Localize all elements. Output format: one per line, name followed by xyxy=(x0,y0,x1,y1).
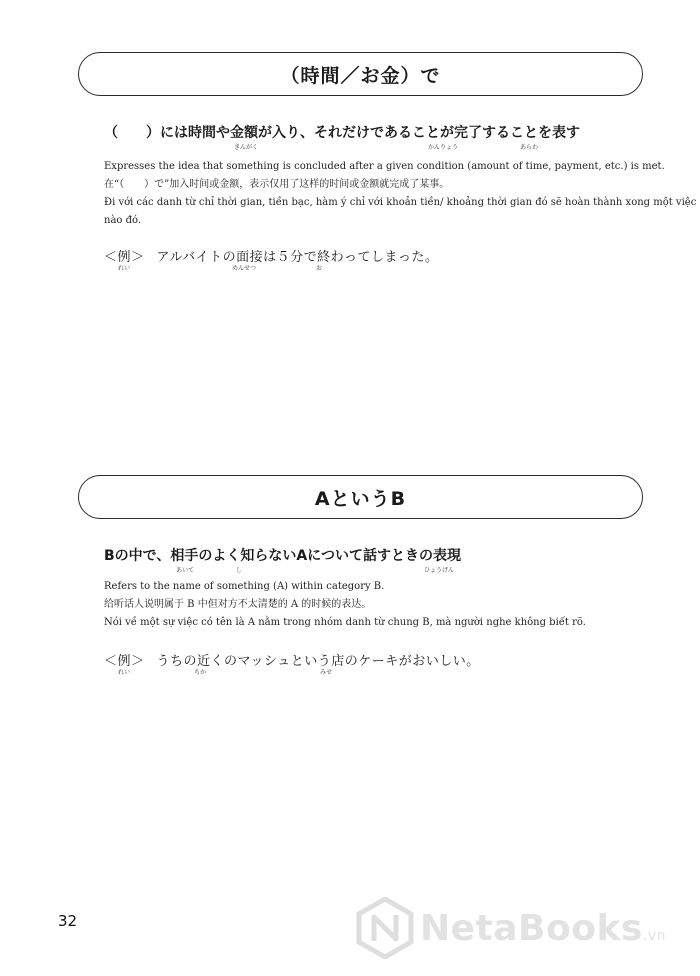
furigana: お xyxy=(316,265,323,272)
furigana: れい xyxy=(118,265,131,272)
explanation-vietnamese: Đi với các danh từ chỉ thời gian, tiền bạc, hàm ý chỉ với khoản tiền/ khoảng thời gian đó sẽ hoàn thành xong một việc xyxy=(104,197,697,208)
watermark-brand-suffix: .vn xyxy=(642,927,666,944)
watermark xyxy=(356,895,686,961)
section-header-jikan-okane-de xyxy=(78,52,643,96)
furigana: あらわ xyxy=(520,144,539,151)
furigana: きんがく xyxy=(234,144,259,151)
furigana: めんせつ xyxy=(232,265,257,272)
page-number: 32 xyxy=(58,912,78,930)
example-tag: ＜例＞ xyxy=(104,654,145,669)
furigana: かんりょう xyxy=(428,144,459,151)
example-tag: ＜例＞ xyxy=(104,250,145,265)
furigana: し xyxy=(236,567,243,574)
example-text: アルバイトの面接は５分で終わってしまった。 xyxy=(156,250,439,265)
section-header-a-to-iu-b xyxy=(78,475,643,519)
explanation-block xyxy=(104,158,697,230)
explanation-vietnamese-cont: nào đó. xyxy=(104,215,142,226)
example-sentence xyxy=(104,650,480,669)
furigana: あいて xyxy=(176,567,195,574)
furigana: れい xyxy=(118,669,131,676)
explanation-english: Refers to the name of something (A) within category B. xyxy=(104,581,385,592)
section-title: AというB xyxy=(314,487,407,510)
example-text: うちの近くのマッシュという店のケーキがおいしい。 xyxy=(156,654,480,669)
explanation-chinese: 给听话人说明属于 B 中但对方不太清楚的 A 的时候的表达。 xyxy=(104,599,372,610)
meaning-text: Bの中で、相手のよく知らないAについて話すときの表現 xyxy=(104,548,461,564)
example-sentence xyxy=(104,246,438,265)
explanation-vietnamese: Nói về một sự việc có tên là A nằm trong nhóm danh từ chung B, mà người nghe không biết rõ. xyxy=(104,617,586,628)
watermark-brand xyxy=(420,908,666,949)
explanation-chinese: 在“（ ）で”加入时间或金额，表示仅用了这样的时间或金额就完成了某事。 xyxy=(104,179,450,190)
section-title: （時間／お金）で xyxy=(280,64,441,87)
netabooks-logo-icon xyxy=(356,897,414,959)
meaning-text: （ ）には時間や金額が入り、それだけであることが完了することを表す xyxy=(104,125,580,141)
furigana: ひょうげん xyxy=(424,567,455,574)
watermark-brand-text: NetaBooks xyxy=(420,907,643,949)
furigana: みせ xyxy=(320,669,333,676)
furigana: ちか xyxy=(194,669,207,676)
explanation-english: Expresses the idea that something is concluded after a given condition (amount of time, payment, etc.) is met. xyxy=(104,161,665,172)
meaning-line xyxy=(104,122,580,142)
meaning-line xyxy=(104,545,461,565)
explanation-block xyxy=(104,578,634,632)
